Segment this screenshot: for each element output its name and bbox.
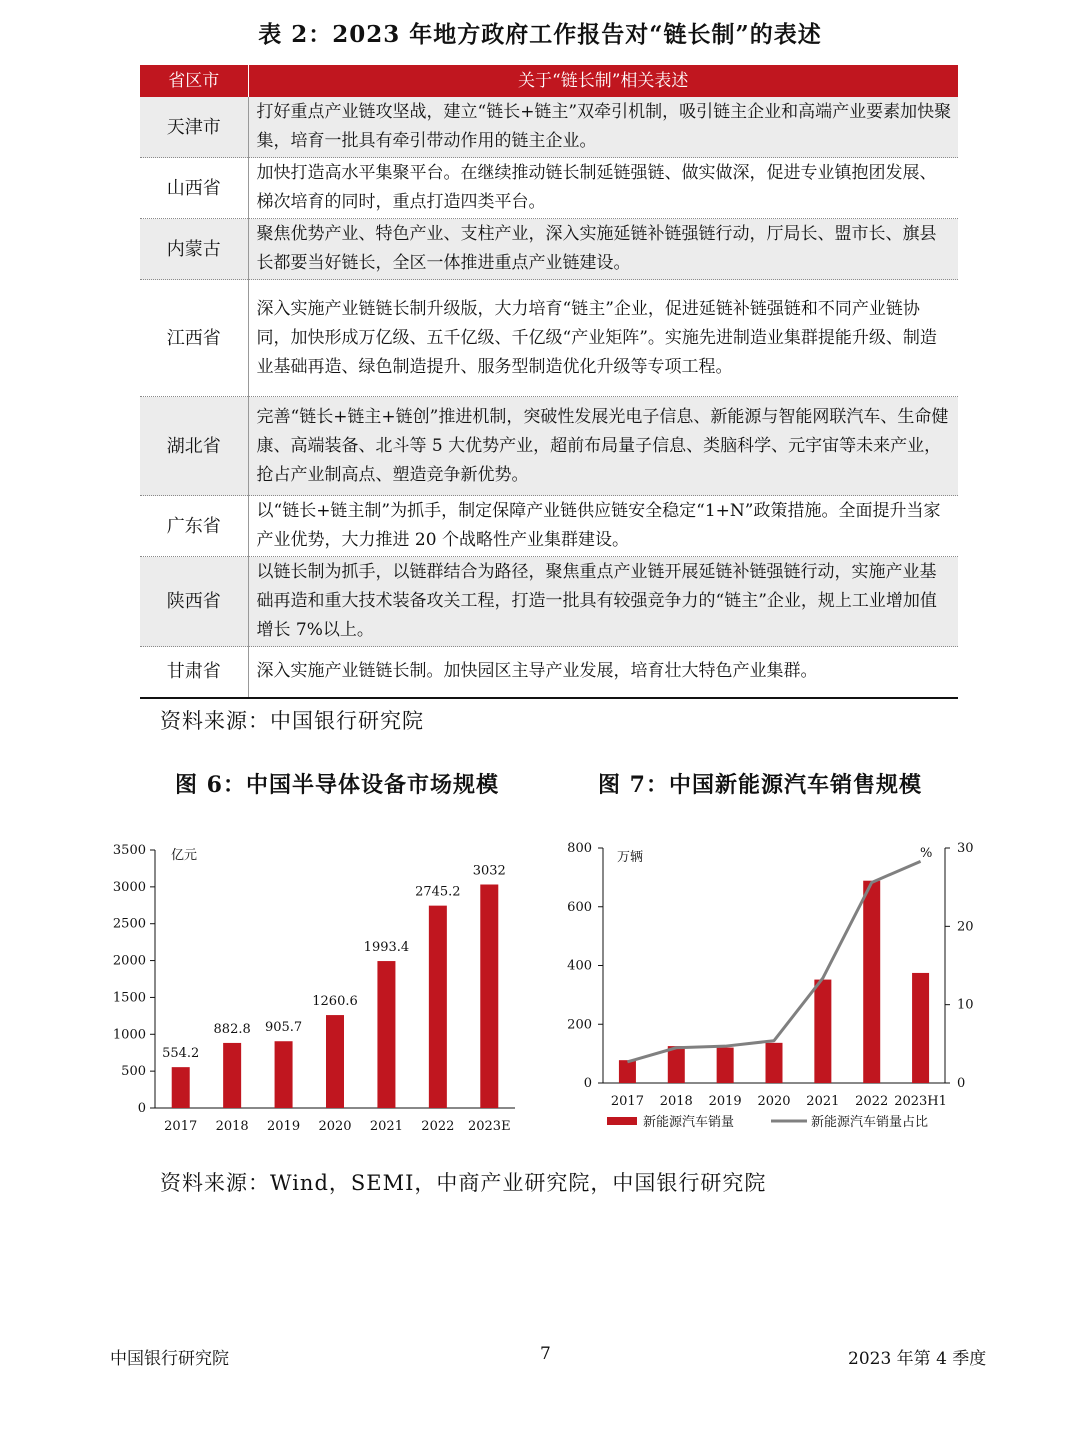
x-tick-label: 2021 xyxy=(369,1119,403,1134)
x-tick-label: 2020 xyxy=(757,1094,791,1109)
header-statement: 关于“链长制”相关表述 xyxy=(248,65,958,97)
footer-org: 中国银行研究院 xyxy=(110,1349,229,1369)
bar xyxy=(668,1046,685,1083)
right-tick-label: 30 xyxy=(957,841,974,856)
x-tick-label: 2021 xyxy=(806,1094,840,1109)
y-tick-label: 0 xyxy=(137,1101,146,1116)
table-row xyxy=(140,557,958,647)
bar xyxy=(326,1015,344,1108)
footer-period: 2023 年第 4 季度 xyxy=(848,1349,987,1369)
row-statement: 以链长制为抓手，以链群结合为路径，聚焦重点产业链开展延链补链强链行动，实施产业基础再造和重大技术装备攻关工程，打造一批具有较强竞争力的“链主”企业，规上工业增加值增长 7%以上。 xyxy=(248,557,958,647)
bar xyxy=(275,1041,293,1108)
bar xyxy=(863,881,880,1083)
policy-table xyxy=(140,65,958,699)
data-label: 2745.2 xyxy=(415,884,461,900)
table-source: 资料来源：中国银行研究院 xyxy=(160,709,424,733)
left-tick-label: 400 xyxy=(567,958,592,974)
table-row xyxy=(140,496,958,557)
bar xyxy=(172,1067,190,1108)
x-tick-label: 2022 xyxy=(421,1119,455,1134)
row-province: 江西省 xyxy=(140,280,248,397)
data-label: 3032 xyxy=(472,863,506,879)
x-tick-label: 2017 xyxy=(610,1094,644,1109)
bar xyxy=(912,973,929,1083)
bar xyxy=(766,1043,783,1083)
bar xyxy=(717,1048,734,1083)
bar xyxy=(377,961,395,1108)
table-row xyxy=(140,97,958,158)
right-tick-label: 20 xyxy=(957,919,974,935)
fig7-title: 图 7：中国新能源汽车销售规模 xyxy=(598,772,922,798)
y-tick-label: 2500 xyxy=(112,916,146,932)
nev-sales-chart xyxy=(555,835,985,1145)
data-label: 554.2 xyxy=(162,1046,200,1062)
x-tick-label: 2023H1 xyxy=(894,1094,947,1109)
row-province: 陕西省 xyxy=(140,557,248,647)
header-province: 省区市 xyxy=(140,65,248,97)
right-tick-label: 0 xyxy=(957,1076,966,1091)
data-label: 1260.6 xyxy=(312,994,358,1010)
legend-label-share: 新能源汽车销量占比 xyxy=(811,1115,929,1130)
fig6-title: 图 6：中国半导体设备市场规模 xyxy=(175,772,499,798)
row-statement: 以“链长+链主制”为抓手，制定保障产业链供应链安全稳定“1+N”政策措施。全面提升当家产业优势，大力推进 20 个战略性产业集群建设。 xyxy=(248,496,958,557)
x-tick-label: 2020 xyxy=(318,1119,352,1134)
x-tick-label: 2022 xyxy=(855,1094,889,1109)
y-tick-label: 500 xyxy=(121,1064,146,1080)
table-row xyxy=(140,158,958,219)
left-tick-label: 0 xyxy=(583,1076,592,1091)
bar xyxy=(814,980,831,1083)
table-row xyxy=(140,647,958,698)
row-statement: 打好重点产业链攻坚战，建立“链长+链主”双牵引机制，吸引链主企业和高端产业要素加快聚集，培育一批具有牵引带动作用的链主企业。 xyxy=(248,97,958,158)
table-title: 表 2：2023 年地方政府工作报告对“链长制”的表述 xyxy=(258,21,822,48)
row-statement: 深入实施产业链链长制。加快园区主导产业发展，培育壮大特色产业集群。 xyxy=(248,647,958,698)
y-tick-label: 1000 xyxy=(112,1027,146,1043)
table-row xyxy=(140,397,958,496)
y-tick-label: 3000 xyxy=(112,879,146,895)
left-tick-label: 600 xyxy=(567,899,592,915)
x-tick-label: 2017 xyxy=(164,1119,198,1134)
row-statement: 加快打造高水平集聚平台。在继续推动链长制延链强链、做实做深，促进专业镇抱团发展、梯次培育的同时，重点打造四类平台。 xyxy=(248,158,958,219)
row-province: 山西省 xyxy=(140,158,248,219)
table-row xyxy=(140,280,958,397)
y-axis-unit: 亿元 xyxy=(171,848,198,863)
right-tick-label: 10 xyxy=(957,997,974,1013)
left-tick-label: 800 xyxy=(567,841,592,856)
figure-source: 资料来源：Wind，SEMI，中商产业研究院，中国银行研究院 xyxy=(160,1171,767,1195)
left-tick-label: 200 xyxy=(567,1017,592,1033)
x-tick-label: 2018 xyxy=(215,1119,249,1134)
data-label: 882.8 xyxy=(213,1021,251,1037)
row-statement: 完善“链长+链主+链创”推进机制，突破性发展光电子信息、新能源与智能网联汽车、生命健康、高端装备、北斗等 5 大优势产业，超前布局量子信息、类脑科学、元宇宙等未来产业，抢占产业制高点、塑造竞争新优势。 xyxy=(248,397,958,496)
right-axis-unit: % xyxy=(920,846,933,861)
legend-swatch-sales xyxy=(607,1117,637,1125)
bar xyxy=(619,1060,636,1083)
row-province: 内蒙古 xyxy=(140,219,248,280)
y-tick-label: 1500 xyxy=(112,990,146,1006)
bar xyxy=(429,906,447,1108)
y-tick-label: 3500 xyxy=(112,843,146,858)
semiconductor-equipment-chart xyxy=(100,835,530,1145)
row-province: 天津市 xyxy=(140,97,248,158)
x-tick-label: 2023E xyxy=(467,1119,511,1134)
x-tick-label: 2019 xyxy=(708,1094,742,1109)
data-label: 1993.4 xyxy=(363,940,410,956)
x-tick-label: 2019 xyxy=(267,1119,301,1134)
data-label: 905.7 xyxy=(264,1020,303,1036)
bar xyxy=(223,1043,241,1108)
table-header-row xyxy=(140,65,958,97)
x-tick-label: 2018 xyxy=(659,1094,693,1109)
legend-label-sales: 新能源汽车销量 xyxy=(643,1115,735,1130)
row-province: 甘肃省 xyxy=(140,647,248,698)
left-axis-unit: 万辆 xyxy=(617,850,644,865)
y-tick-label: 2000 xyxy=(112,953,146,969)
row-province: 湖北省 xyxy=(140,397,248,496)
row-province: 广东省 xyxy=(140,496,248,557)
footer-page-number: 7 xyxy=(540,1344,551,1364)
bar xyxy=(480,884,498,1108)
table-row xyxy=(140,219,958,280)
row-statement: 深入实施产业链链长制升级版，大力培育“链主”企业，促进延链补链强链和不同产业链协同，加快形成万亿级、五千亿级、千亿级“产业矩阵”。实施先进制造业集群提能升级、制造业基础再造、绿色制造提升、服务型制造优化升级等专项工程。 xyxy=(248,280,958,397)
row-statement: 聚焦优势产业、特色产业、支柱产业，深入实施延链补链强链行动，厅局长、盟市长、旗县长都要当好链长，全区一体推进重点产业链建设。 xyxy=(248,219,958,280)
